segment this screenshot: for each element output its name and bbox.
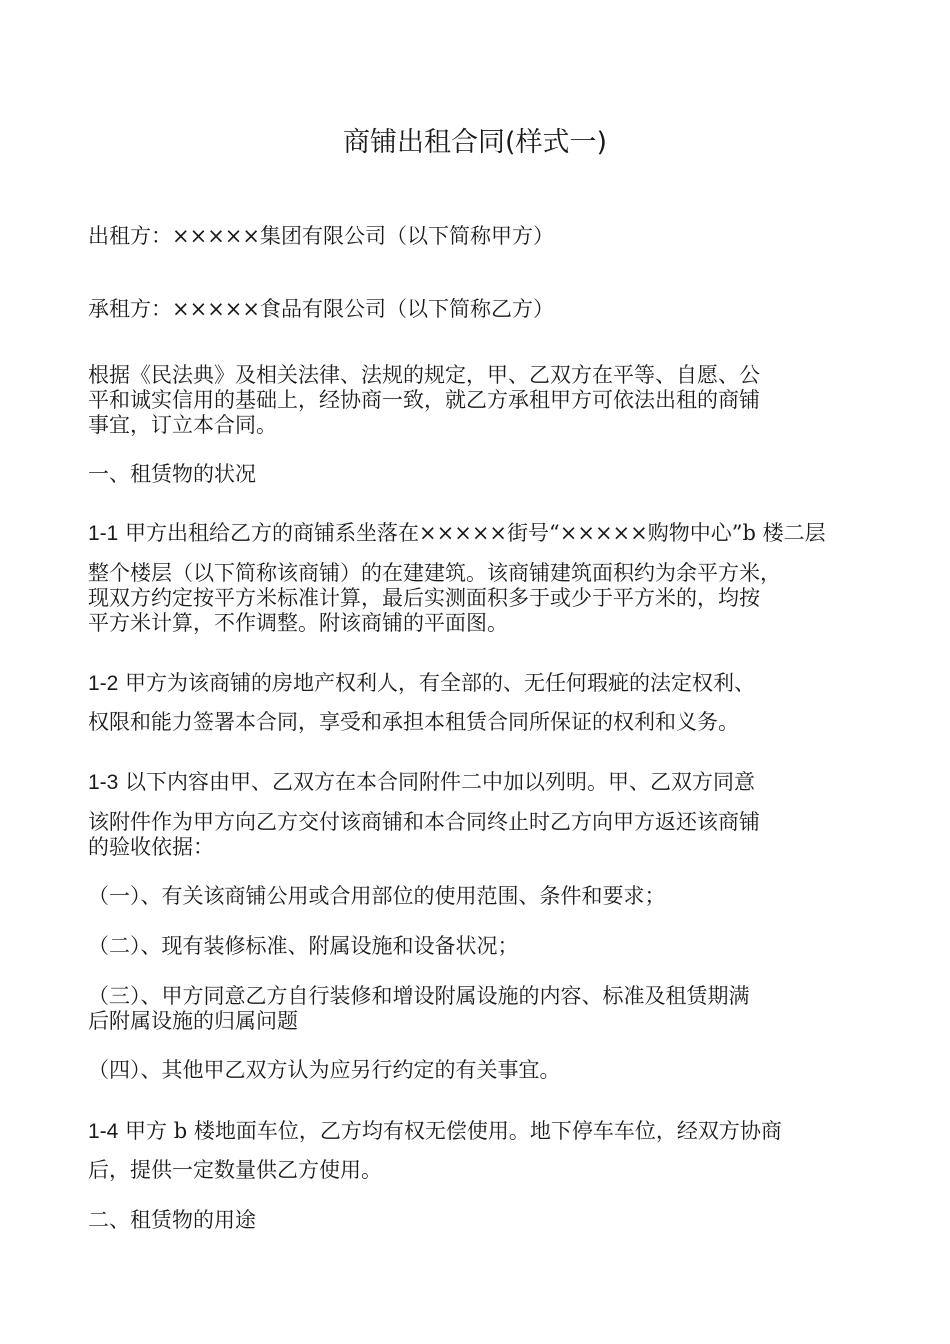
clause-1-3-line-3: 的验收依据： (88, 835, 214, 859)
lessee-line: 承租方：×××××食品有限公司（以下简称乙方） (88, 297, 554, 321)
preamble-line-3: 事宜，订立本合同。 (88, 413, 277, 437)
clause-1-1-number: 1-1 (88, 522, 119, 545)
clause-1-3-line-1 (88, 770, 868, 795)
list-item-1: （一）、有关该商铺公用或合用部位的使用范围、条件和要求； (88, 884, 666, 908)
clause-1-2-line-1 (88, 671, 868, 696)
list-item-3-line-1: （三）、甲方同意乙方自行装修和增设附属设施的内容、标准及租赁期满 (88, 984, 750, 1008)
clause-1-1-line-3: 现双方约定按平方米标准计算，最后实测面积多于或少于平方米的，均按 (88, 586, 760, 610)
lessor-line: 出租方：×××××集团有限公司（以下简称甲方） (88, 224, 554, 248)
clause-1-4-line-1 (88, 1119, 868, 1144)
list-item-2: （二）、现有装修标准、附属设施和设备状况； (88, 934, 519, 958)
clause-1-1-line-4: 平方米计算，不作调整。附该商铺的平面图。 (88, 611, 508, 635)
section-1-heading: 一、租赁物的状况 (88, 462, 256, 486)
preamble-line-2: 平和诚实信用的基础上，经协商一致，就乙方承租甲方可依法出租的商铺 (88, 388, 760, 412)
clause-1-2-line-2: 权限和能力签署本合同，享受和承担本租赁合同所保证的权利和义务。 (88, 710, 739, 734)
clause-1-2-number: 1-2 (88, 672, 119, 695)
clause-1-3-line-2: 该附件作为甲方向乙方交付该商铺和本合同终止时乙方向甲方返还该商铺 (88, 810, 760, 834)
clause-1-1-text: 甲方出租给乙方的商铺系坐落在×××××街号“×××××购物中心”b 楼二层 (118, 521, 826, 545)
document-title: 商铺出租合同(样式一) (342, 127, 608, 158)
preamble-line-1: 根据《民法典》及相关法律、法规的规定，甲、乙双方在平等、自愿、公 (88, 363, 760, 387)
clause-1-1-line-2: 整个楼层（以下简称该商铺）的在建建筑。该商铺建筑面积约为余平方米， (88, 561, 781, 585)
section-2-heading: 二、租赁物的用途 (88, 1208, 256, 1232)
clause-1-3-text: 以下内容由甲、乙双方在本合同附件二中加以列明。甲、乙双方同意 (118, 770, 756, 794)
clause-1-4-text: 甲方 b 楼地面车位，乙方均有权无偿使用。地下停车车位，经双方协商 (118, 1119, 782, 1143)
clause-1-2-text: 甲方为该商铺的房地产权利人，有全部的、无任何瑕疵的法定权利、 (118, 671, 756, 695)
list-item-4: （四）、其他甲乙双方认为应另行约定的有关事宜。 (88, 1058, 561, 1082)
clause-1-4-line-2: 后，提供一定数量供乙方使用。 (88, 1158, 382, 1182)
clause-1-3-number: 1-3 (88, 771, 119, 794)
clause-1-4-number: 1-4 (88, 1120, 119, 1143)
list-item-3-line-2: 后附属设施的归属问题 (88, 1009, 298, 1033)
clause-1-1-line-1 (88, 521, 868, 546)
